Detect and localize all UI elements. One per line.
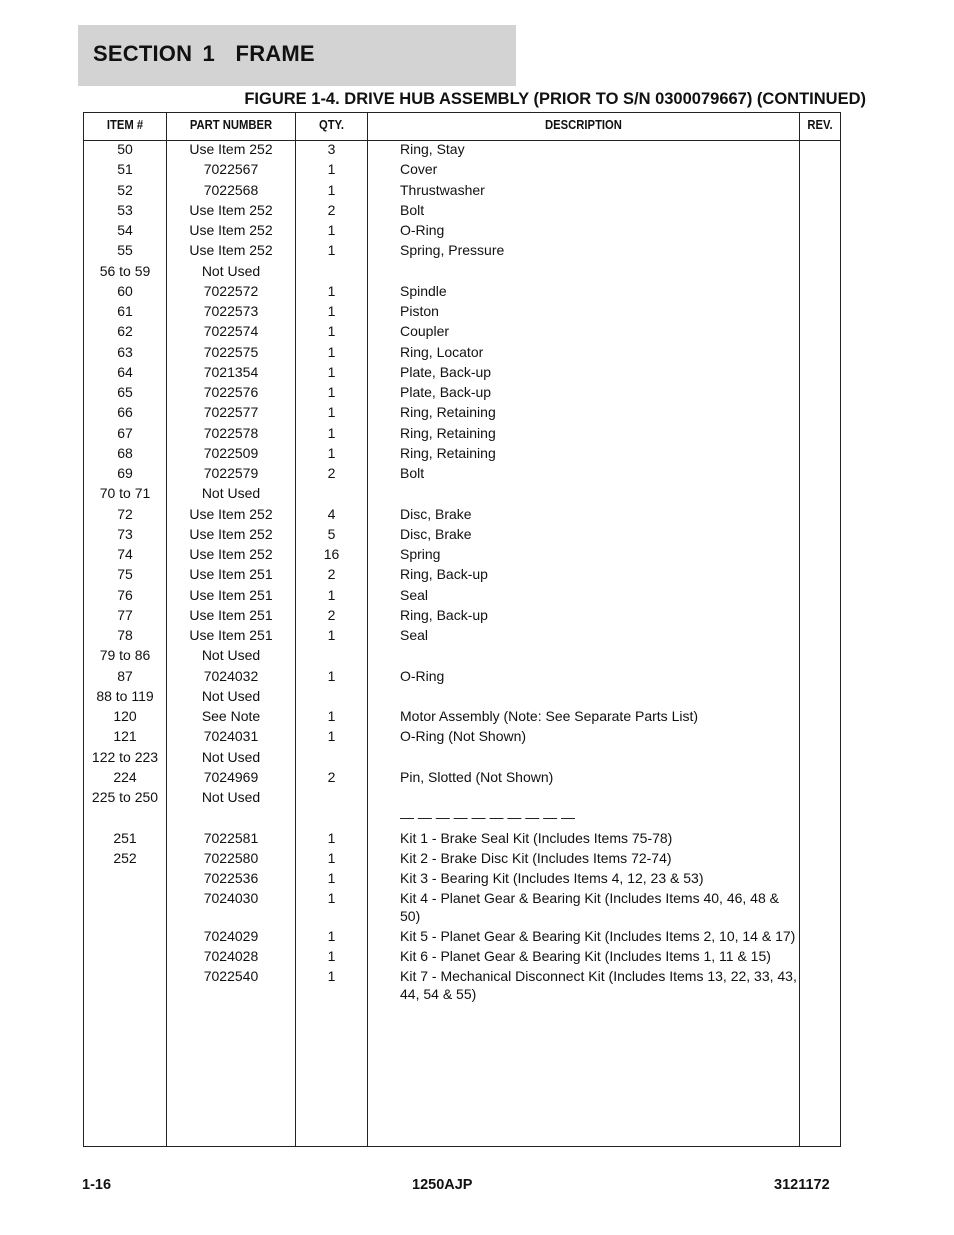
row-part-number: 7024032 <box>203 667 259 684</box>
row-quantity: 1 <box>327 242 336 259</box>
row-item-number: 77 <box>117 606 133 623</box>
row-description: Kit 7 - Mechanical Disconnect Kit (Includes Items 13, 22, 33, 43, 44, 54 & 55) <box>400 968 797 1002</box>
row-part-number: 7022578 <box>203 424 259 441</box>
row-quantity: 1 <box>327 849 336 866</box>
row-item-number: 75 <box>117 566 133 583</box>
row-part-number: 7022581 <box>203 829 259 846</box>
row-part-number: 7022575 <box>203 343 259 360</box>
row-item-number: 67 <box>117 424 133 441</box>
row-item-number: 88 to 119 <box>96 687 154 704</box>
row-part-number: Not Used <box>201 687 261 704</box>
row-quantity: 1 <box>327 444 336 461</box>
footer-page-number: 1-16 <box>82 1177 112 1193</box>
row-description: Ring, Retaining <box>400 424 496 441</box>
row-item-number: 225 to 250 <box>91 789 159 805</box>
row-quantity: 1 <box>327 928 336 945</box>
row-quantity: 2 <box>327 465 336 481</box>
column-divider <box>799 113 800 1146</box>
row-description: Spring <box>400 546 441 562</box>
row-part-number: 7022577 <box>203 404 259 421</box>
row-item-number: 76 <box>117 586 133 603</box>
header-description: DESCRIPTION <box>545 118 622 132</box>
row-quantity: 1 <box>327 343 336 360</box>
row-description: Spring, Pressure <box>400 242 505 259</box>
row-part-number: Use Item 252 <box>189 505 273 522</box>
row-part-number: 7022567 <box>203 161 259 178</box>
row-description: Disc, Brake <box>400 525 472 542</box>
table-header-row <box>84 113 840 141</box>
row-description: Disc, Brake <box>400 505 472 522</box>
row-item-number: 54 <box>117 222 133 238</box>
row-item-number: 53 <box>117 201 133 218</box>
header-item: ITEM # <box>106 118 144 132</box>
row-part-number: Use Item 252 <box>189 222 273 238</box>
row-part-number: Not Used <box>201 748 261 765</box>
row-description: Cover <box>400 161 438 178</box>
row-part-number: 7022568 <box>203 181 259 198</box>
row-item-number: 78 <box>117 627 133 643</box>
row-item-number: 122 to 223 <box>91 748 159 765</box>
row-part-number: 7022572 <box>203 282 259 299</box>
row-quantity: 1 <box>327 222 336 238</box>
row-description: Ring, Back-up <box>400 566 488 583</box>
footer-model: 1250AJP <box>412 1177 473 1193</box>
row-part-number: Use Item 251 <box>189 566 273 583</box>
row-description: Kit 5 - Planet Gear & Bearing Kit (Includes Items 2, 10, 14 & 17) <box>400 928 796 945</box>
row-item-number: 61 <box>117 303 133 319</box>
row-part-number: Use Item 252 <box>189 525 273 542</box>
row-quantity: 1 <box>327 181 336 198</box>
row-quantity: 1 <box>327 627 336 643</box>
row-description: Seal <box>400 586 429 603</box>
section-title: SECTION 1 FRAME <box>93 41 315 66</box>
row-part-number: 7022509 <box>203 444 259 461</box>
row-quantity: 1 <box>327 829 336 846</box>
row-quantity: 3 <box>327 141 336 157</box>
row-quantity: 4 <box>327 505 336 522</box>
row-part-number: 7022573 <box>203 303 259 319</box>
row-item-number: 120 <box>113 708 137 724</box>
row-item-number: 55 <box>117 242 133 259</box>
row-item-number: 63 <box>117 343 133 360</box>
row-part-number: Not Used <box>201 485 261 502</box>
row-part-number: 7024031 <box>203 728 259 745</box>
row-description: Kit 1 - Brake Seal Kit (Includes Items 75-78) <box>400 829 673 846</box>
row-description: Plate, Back-up <box>400 363 492 380</box>
row-description: — — — — — — — — — — <box>400 809 576 826</box>
row-item-number: 56 to 59 <box>99 262 151 279</box>
row-part-number: Use Item 251 <box>189 586 273 603</box>
row-part-number: 7024028 <box>203 948 259 965</box>
row-description: Spindle <box>400 282 447 299</box>
row-item-number: 68 <box>117 444 133 461</box>
row-item-number: 79 to 86 <box>99 647 151 664</box>
row-description: Seal <box>400 627 429 643</box>
row-description: Ring, Retaining <box>400 404 496 421</box>
row-description: Coupler <box>400 323 450 340</box>
row-quantity: 1 <box>327 303 336 319</box>
row-description: O-Ring <box>400 667 445 684</box>
row-item-number: 87 <box>117 667 133 684</box>
figure-title: FIGURE 1-4. DRIVE HUB ASSEMBLY (PRIOR TO S/N 0300079667) (CONTINUED) <box>244 90 866 108</box>
row-description: O-Ring <box>400 222 445 238</box>
row-part-number: See Note <box>201 708 261 724</box>
row-description: Pin, Slotted (Not Shown) <box>400 768 554 785</box>
footer-document-number: 3121172 <box>774 1177 830 1193</box>
row-quantity: 1 <box>327 384 336 400</box>
parts-table <box>83 112 841 1147</box>
row-quantity: 1 <box>327 424 336 441</box>
row-description: Motor Assembly (Note: See Separate Parts List) <box>400 708 699 724</box>
row-part-number: 7022579 <box>203 465 259 481</box>
row-quantity: 2 <box>327 201 336 218</box>
row-part-number: 7022576 <box>203 384 259 400</box>
row-part-number: Not Used <box>201 262 261 279</box>
row-quantity: 1 <box>327 404 336 421</box>
row-part-number: 7022540 <box>203 968 259 985</box>
row-description: Bolt <box>400 201 425 218</box>
row-item-number: 121 <box>113 728 137 745</box>
row-quantity: 1 <box>327 363 336 380</box>
row-item-number: 72 <box>117 505 133 522</box>
row-description: Plate, Back-up <box>400 384 492 400</box>
row-description: Thrustwasher <box>400 181 485 198</box>
row-quantity: 1 <box>327 728 336 745</box>
row-quantity: 1 <box>327 968 336 985</box>
row-description: Kit 4 - Planet Gear & Bearing Kit (Includes Items 40, 46, 48 & 50) <box>400 890 779 924</box>
header-rev: REV. <box>807 118 833 132</box>
row-part-number: Use Item 252 <box>189 201 273 218</box>
row-part-number: 7021354 <box>203 363 259 380</box>
row-quantity: 5 <box>327 525 336 542</box>
row-description: Bolt <box>400 465 425 481</box>
row-part-number: Use Item 252 <box>189 242 273 259</box>
header-part-number: PART NUMBER <box>189 118 273 132</box>
row-description: Kit 2 - Brake Disc Kit (Includes Items 72-74) <box>400 849 672 866</box>
row-part-number: 7022574 <box>203 323 259 340</box>
row-quantity: 1 <box>327 586 336 603</box>
row-item-number: 62 <box>117 323 133 340</box>
row-part-number: Use Item 252 <box>189 546 273 562</box>
row-part-number: 7024030 <box>203 890 259 907</box>
row-part-number: 7024969 <box>203 768 259 785</box>
row-item-number: 70 to 71 <box>99 485 151 502</box>
row-part-number: Use Item 251 <box>189 627 273 643</box>
row-part-number: Use Item 252 <box>189 141 273 157</box>
row-part-number: Not Used <box>201 789 261 805</box>
row-item-number: 64 <box>117 363 133 380</box>
row-description: Ring, Locator <box>400 343 484 360</box>
row-quantity: 1 <box>327 890 336 907</box>
row-quantity: 2 <box>327 768 336 785</box>
row-item-number: 65 <box>117 384 133 400</box>
row-description: Ring, Back-up <box>400 606 488 623</box>
row-description: Ring, Retaining <box>400 444 496 461</box>
row-item-number: 60 <box>117 282 133 299</box>
row-quantity: 1 <box>327 948 336 965</box>
row-item-number: 252 <box>113 849 137 866</box>
row-quantity: 16 <box>323 546 340 562</box>
row-quantity: 2 <box>327 566 336 583</box>
header-qty: QTY. <box>318 118 345 132</box>
row-part-number: Use Item 251 <box>189 606 273 623</box>
row-quantity: 2 <box>327 606 336 623</box>
row-quantity: 1 <box>327 667 336 684</box>
row-description: O-Ring (Not Shown) <box>400 728 527 745</box>
row-item-number: 74 <box>117 546 133 562</box>
row-quantity: 1 <box>327 161 336 178</box>
row-quantity: 1 <box>327 282 336 299</box>
row-description: Kit 6 - Planet Gear & Bearing Kit (Includes Items 1, 11 & 15) <box>400 948 771 965</box>
row-description: Kit 3 - Bearing Kit (Includes Items 4, 12, 23 & 53) <box>400 870 704 886</box>
row-part-number: 7022580 <box>203 849 259 866</box>
section-header <box>78 25 516 86</box>
row-item-number: 66 <box>117 404 133 421</box>
row-quantity: 1 <box>327 870 336 886</box>
row-quantity: 1 <box>327 323 336 340</box>
row-description: Ring, Stay <box>400 141 465 157</box>
row-item-number: 50 <box>117 141 133 157</box>
row-item-number: 52 <box>117 181 133 198</box>
row-item-number: 73 <box>117 525 133 542</box>
row-item-number: 251 <box>113 829 137 846</box>
row-part-number: 7024029 <box>203 928 259 945</box>
row-part-number: 7022536 <box>203 870 259 886</box>
row-item-number: 69 <box>117 465 133 481</box>
row-item-number: 224 <box>113 768 137 785</box>
row-description: Piston <box>400 303 439 319</box>
row-quantity: 1 <box>327 708 336 724</box>
row-part-number: Not Used <box>201 647 261 664</box>
column-divider <box>367 113 368 1146</box>
row-item-number: 51 <box>117 161 133 178</box>
